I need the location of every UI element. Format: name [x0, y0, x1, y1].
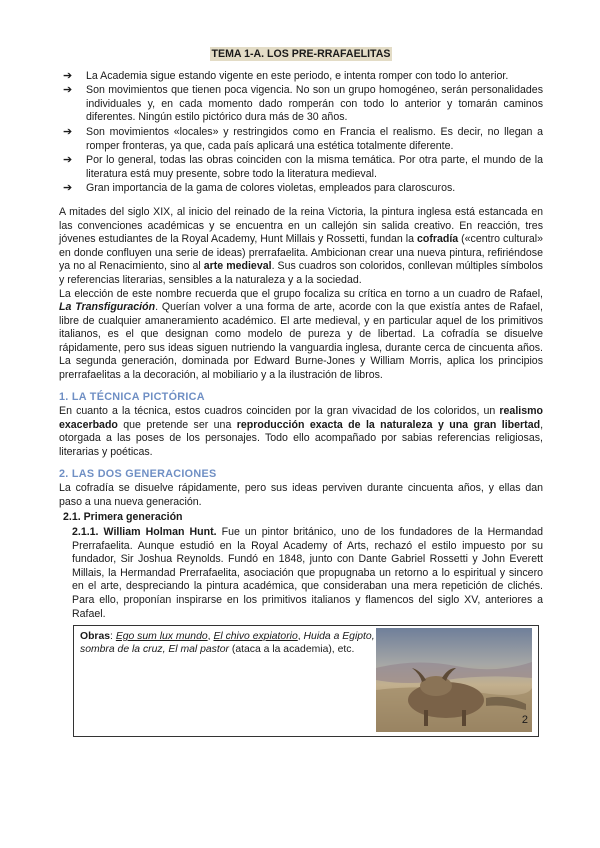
key-points-list: [59, 70, 543, 196]
arrow-right-icon: ➔: [63, 182, 73, 195]
list-item: ➔ Por lo general, todas las obras coinciden con la misma temática. Por otra parte, el mundo de la literatura está muy presente, sobre todo la literatura medieval.: [63, 154, 543, 180]
section-heading-generations: 2. LAS DOS GENERACIONES: [59, 467, 217, 480]
section-heading-technique: 1. LA TÉCNICA PICTÓRICA: [59, 390, 205, 403]
list-item: ➔ La Academia sigue estando vigente en este periodo, e intenta romper con todo lo anterior.: [63, 69, 509, 82]
list-item: ➔ Gran importancia de la gama de colores violetas, empleados para claroscuros.: [63, 182, 456, 195]
document-page: [59, 48, 543, 737]
list-item: ➔ Son movimientos que tienen poca vigencia. No son un grupo homogéneo, serán personalidades individuales y, en cada momento dado romperán con todo lo anterior y tomarán caminos diferentes. Ningún estilo pictórico dura más de 30 años.: [63, 84, 543, 124]
painting-illustration: [376, 628, 532, 732]
technique-paragraph: En cuanto a la técnica, estos cuadros coinciden por la gran vivacidad de los coloridos, un realismo exacerbado que pretende ser una reproducción exacta de la naturaleza y una gran libertad, otorgada a las poses de los personajes. Todo ello acompañado por sabias referencias religiosas, literarias y poéticas.: [59, 405, 544, 459]
works-text: Obras: Ego sum lux mundo, El chivo expiatorio, Huida a Egipto, sombra de la cruz, El mal pastor (ataca a la academia), etc.: [80, 631, 375, 656]
works-box: [73, 625, 539, 737]
hunt-paragraph: 2.1.1. William Holman Hunt. Fue un pintor británico, uno de los fundadores de la Hermandad Prerrafaelita. Aunque estudió en la Royal Academy of Arts, rechazó el estilo impuesto por su fundador, Sir Joshua Reynolds. Fundó en 1848, junto con Dante Gabriel Rossetti y John Everett Millais, la Hermandad Prerrafaelita, asociación que propugnaba un retorno a lo espiritual y sincero en el arte, despreciando la pintura académica, que consideraban una mera repetición de clichés. Para ello, proponían inspirarse en los primitivos italianos y flamencos del siglo XV, anteriores a Rafael.: [72, 526, 543, 620]
page-number: 2: [521, 714, 528, 726]
generations-intro: La cofradía se disuelve rápidamente, pero sus ideas perviven durante cincuenta años, y ellas dan paso a una nueva generación.: [59, 482, 543, 508]
arrow-right-icon: ➔: [63, 125, 73, 138]
intro-paragraph-1: A mitades del siglo XIX, al inicio del reinado de la reina Victoria, la pintura inglesa está estancada en las convenciones académicas y se encuentra en un callejón sin salida creativo. En reacción, tres jóvenes estudiantes de la Royal Academy, Hunt Millais y Rossetti, fundan la cofradía («centro cultural» en donde confluyen una serie de ideas) prerrafaelita. Ambicionan crear una nueva pintura, refiriéndose ya no al Renacimiento, sino al arte medieval. Sus cuadros son coloridos, conllevan múltiples símbolos y referencias literarias, sensibles a la naturaleza y a la sociedad.: [59, 205, 544, 286]
arrow-right-icon: ➔: [63, 154, 73, 167]
list-item: ➔ Son movimientos «locales» y restringidos como en Francia el realismo. Es decir, no llegan a romper fronteras, ya que, cada país aplicará una estética totalmente diferente.: [63, 125, 543, 152]
scapegoat-painting-image: [376, 628, 532, 732]
subsection-heading-first-generation: 2.1. Primera generación: [63, 511, 183, 524]
arrow-right-icon: ➔: [63, 69, 73, 82]
arrow-right-icon: ➔: [63, 84, 73, 97]
intro-paragraph-2: La elección de este nombre recuerda que el grupo focaliza su crítica en torno a un cuadro de Rafael, La Transfiguración. Querían volver a una forma de arte, acorde con la que existía antes de Rafael, libre de cualquier amaneramiento académico. El arte medieval, y en particular aquel de los primitivos italianos, es el que designan como modelo de pureza y de libertad. La cofradía se disuelve rápidamente, pero sus ideas siguen nutriendo la vanguardia inglesa, durante cerca de cincuenta años. La segunda generación, dominada por Edward Burne-Jones y William Morris, aplica los principios prerrafaelitas a la decoración, al mobiliario y a la ilustración de libros.: [59, 287, 543, 382]
document-title: TEMA 1-A. LOS PRE-RRAFAELITAS: [211, 48, 391, 60]
